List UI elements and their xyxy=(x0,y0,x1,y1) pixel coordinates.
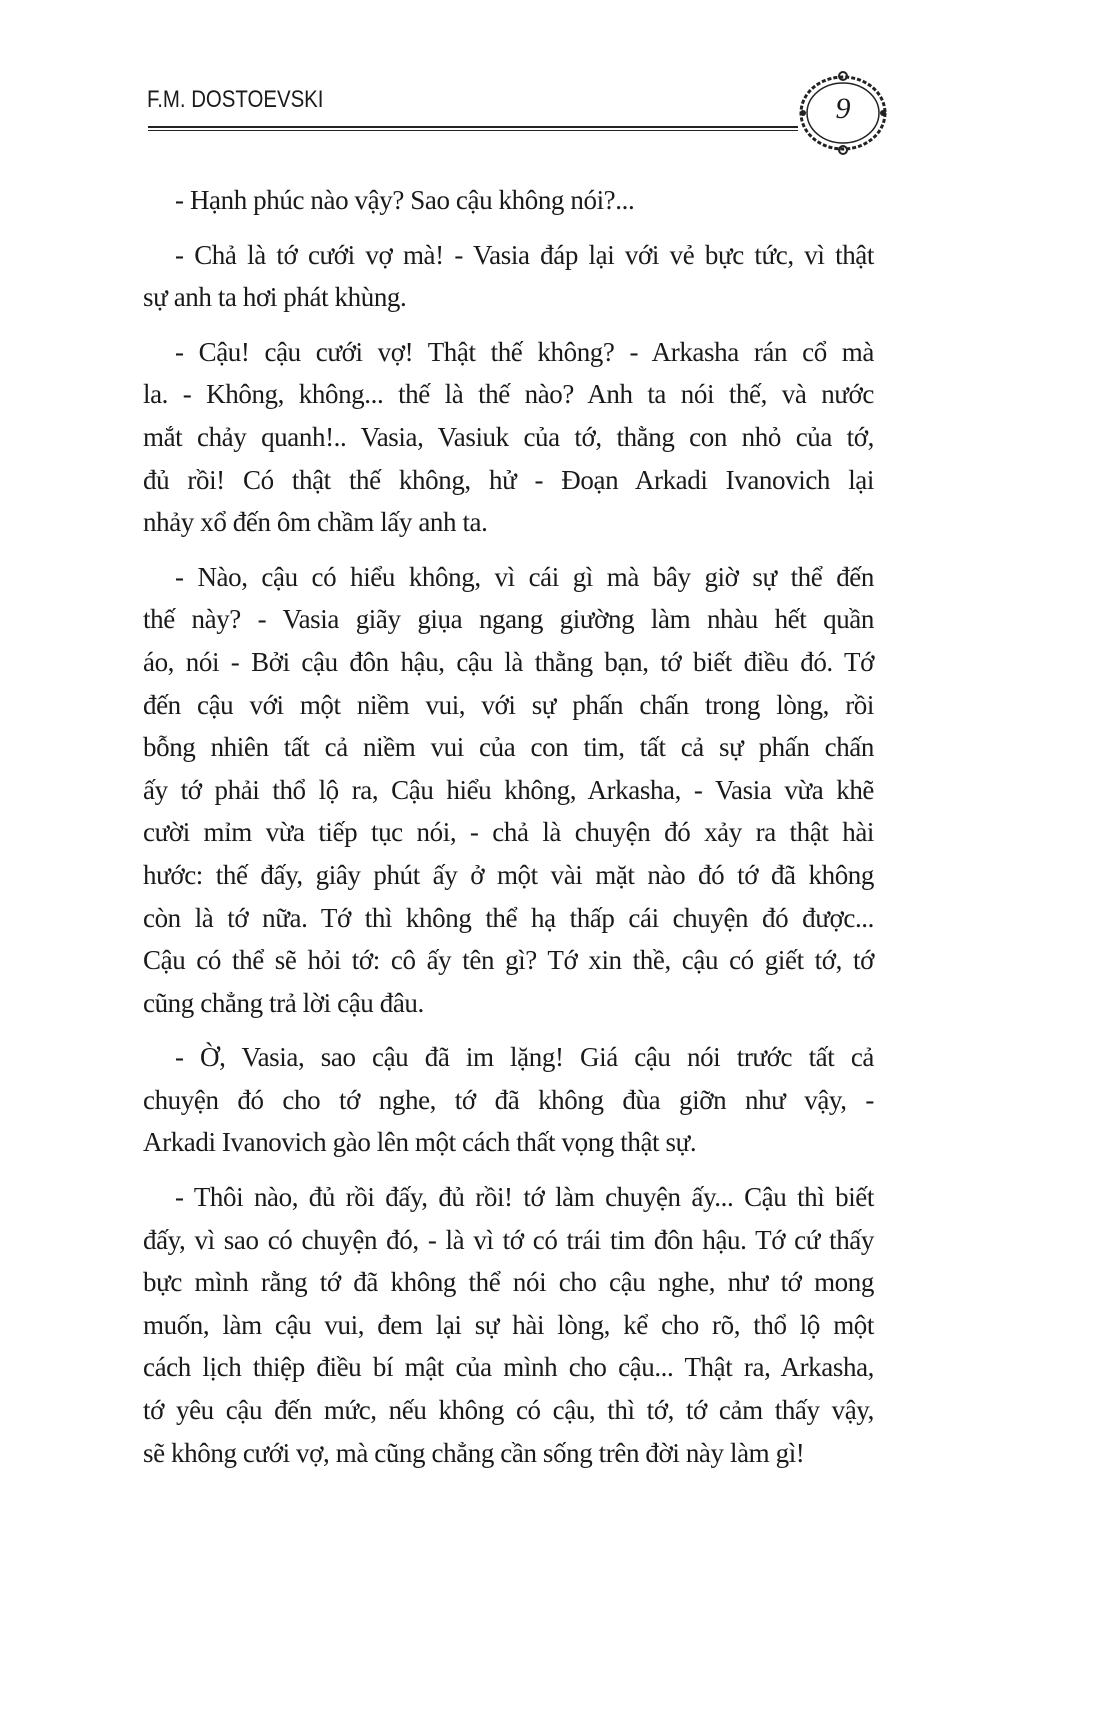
text-line: thế này? - Vasia giãy giụa ngang giường làm nhàu hết quần xyxy=(143,604,874,635)
text-line: chuyện đó cho tớ nghe, tớ đã không đùa giỡn như vậy, - xyxy=(143,1084,874,1115)
text-line: sự anh ta hơi phát khùng. xyxy=(143,282,407,313)
text-line: đủ rồi! Có thật thế không, hử - Đoạn Arkadi Ivanovich lại xyxy=(143,464,874,495)
text-line: áo, nói - Bởi cậu đôn hậu, cậu là thằng bạn, tớ biết điều đó. Tớ xyxy=(143,646,874,677)
paragraph xyxy=(143,331,874,544)
body-text xyxy=(143,179,874,1486)
text-line: mắt chảy quanh!.. Vasia, Vasiuk của tớ, thằng con nhỏ của tớ, xyxy=(143,421,874,452)
text-line: còn là tớ nữa. Tớ thì không thể hạ thấp cái chuyện đó được... xyxy=(143,902,874,933)
paragraph xyxy=(143,556,874,1025)
text-line: - Ờ, Vasia, sao cậu đã im lặng! Giá cậu nói trước tất cả xyxy=(175,1042,874,1073)
text-line: đến cậu với một niềm vui, với sự phấn chấn trong lòng, rồi xyxy=(143,689,874,720)
text-line: - Nào, cậu có hiểu không, vì cái gì mà bây giờ sự thể đến xyxy=(175,561,874,592)
paragraph xyxy=(143,179,874,222)
text-line: la. - Không, không... thế là thế nào? Anh ta nói thế, và nước xyxy=(143,379,874,410)
text-line: muốn, làm cậu vui, đem lại sự hài lòng, kể cho rõ, thổ lộ một xyxy=(143,1309,874,1340)
text-line: - Hạnh phúc nào vậy? Sao cậu không nói?... xyxy=(175,185,635,215)
text-line: hước: thế đấy, giây phút ấy ở một vài mặt nào đó tớ đã không xyxy=(143,859,874,890)
text-line: - Thôi nào, đủ rồi đấy, đủ rồi! tớ làm chuyện ấy... Cậu thì biết xyxy=(175,1182,874,1213)
text-line: - Chả là tớ cưới vợ mà! - Vasia đáp lại với vẻ bực tức, vì thật xyxy=(175,239,874,270)
text-line: ấy tớ phải thổ lộ ra, Cậu hiểu không, Arkasha, - Vasia vừa khẽ xyxy=(143,774,874,805)
paragraph xyxy=(143,1176,874,1474)
text-line: cười mỉm vừa tiếp tục nói, - chả là chuyện đó xảy ra thật hài xyxy=(143,817,874,848)
text-line: - Cậu! cậu cưới vợ! Thật thế không? - Arkasha rán cổ mà xyxy=(175,336,874,367)
text-line: cách lịch thiệp điều bí mật của mình cho cậu... Thật ra, Arkasha, xyxy=(143,1352,874,1383)
header-rule xyxy=(148,126,798,131)
author-header: F.M. DOSTOEVSKI xyxy=(147,86,324,113)
text-line: cũng chẳng trả lời cậu đâu. xyxy=(143,987,424,1018)
text-line: Arkadi Ivanovich gào lên một cách thất vọng thật sự. xyxy=(143,1127,697,1158)
text-line: đấy, vì sao có chuyện đó, - là vì tớ có trái tim đôn hậu. Tớ cứ thấy xyxy=(143,1224,874,1255)
text-line: tớ yêu cậu đến mức, nếu không có cậu, thì tớ, tớ cảm thấy vậy, xyxy=(143,1395,874,1426)
text-line: bỗng nhiên tất cả niềm vui của con tim, tất cả sự phấn chấn xyxy=(143,732,874,763)
text-line: sẽ không cưới vợ, mà cũng chẳng cần sống trên đời này làm gì! xyxy=(143,1437,805,1468)
text-line: bực mình rằng tớ đã không thể nói cho cậu nghe, như tớ mong xyxy=(143,1267,874,1298)
paragraph xyxy=(143,234,874,319)
paragraph xyxy=(143,1036,874,1164)
page-number: 9 xyxy=(835,92,851,125)
text-line: Cậu có thể sẽ hỏi tớ: cô ấy tên gì? Tớ xin thề, cậu có giết tớ, tớ xyxy=(143,945,874,976)
text-line: nhảy xổ đến ôm chầm lấy anh ta. xyxy=(143,507,488,538)
